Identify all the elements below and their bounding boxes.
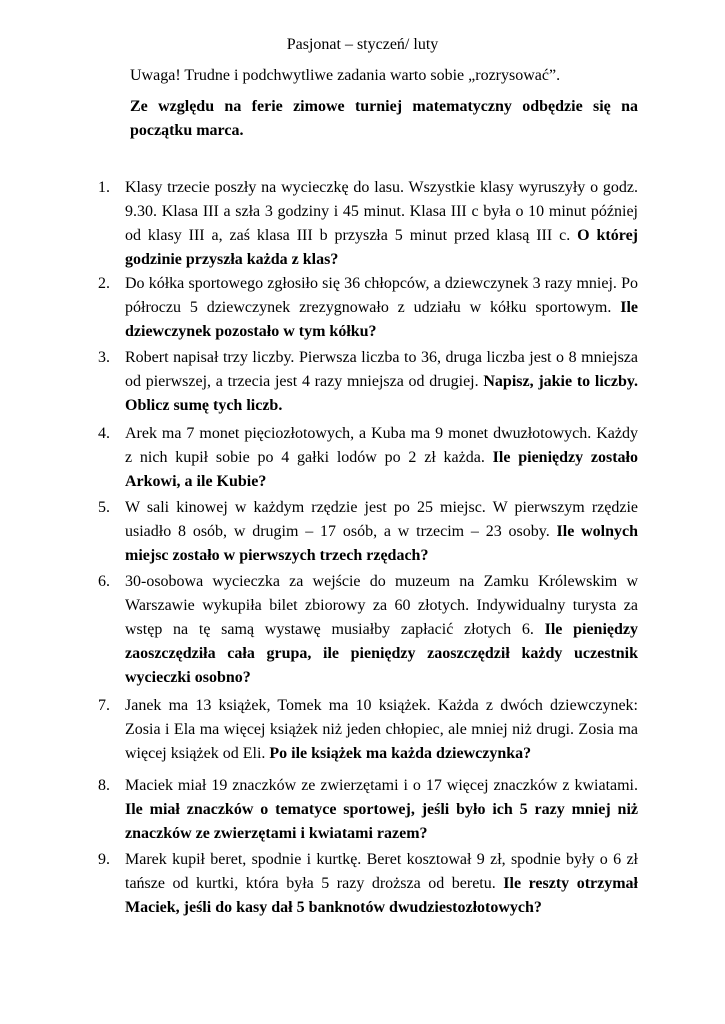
task-question: Ile wolnych miejsc zostało w pierwszych trzech rzędach? (125, 523, 639, 564)
task-statement: Do kółka sportowego zgłosiło się 36 chłopców, a dziewczynek 3 razy mniej. Po półroczu 5 dziewczynek zrezygnowało z udziału w kółku sportowym. (125, 275, 638, 316)
task-body (125, 272, 638, 344)
page-title: Pasjonat – styczeń/ luty (286, 36, 439, 53)
task-number: 8. (98, 777, 110, 794)
task-statement: Janek ma 13 książek, Tomek ma 10 książek. Każda z dwóch dziewczynek: Zosia i Ela ma więcej książek niż jeden chłopiec, ale mniej niż drugi. Zosia ma więcej książek od Eli. (125, 697, 638, 762)
task-question: O której godzinie przyszła każda z klas? (125, 227, 638, 268)
task-statement: Marek kupił beret, spodnie i kurtkę. Beret kosztował 9 zł, spodnie były o 6 zł tańsze od kurtki, która była 5 razy droższa od beretu. (125, 851, 638, 892)
task-statement: W sali kinowej w każdym rzędzie jest po 25 miejsc. W pierwszym rzędzie usiadło 8 osób, w drugim – 17 osób, a w trzecim – 23 osoby. (125, 499, 638, 540)
task-item-8 (98, 774, 638, 846)
announcement-text: Ze względu na ferie zimowe turniej matematyczny odbędzie się na początku marca. (130, 98, 638, 139)
task-body (125, 346, 638, 418)
task-statement: Klasy trzecie poszły na wycieczkę do lasu. Wszystkie klasy wyruszyły o godz. 9.30. Klasa III a szła 3 godziny i 45 minut. Klasa III c była o 10 minut później od klasy III a, zaś klasa III b przyszła 5 minut przed klasą III c. (125, 179, 638, 244)
task-body (125, 694, 638, 766)
task-question: Ile miał znaczków o tematyce sportowej, jeśli było ich 5 razy mniej niż znaczków ze zwierzętami i kwiatami razem? (125, 801, 638, 842)
task-statement: Arek ma 7 monet pięciozłotowych, a Kuba ma 9 monet dwuzłotowych. Każdy z nich kupił sobie po 4 gałki lodów po 2 zł każda. (125, 425, 638, 466)
task-number: 6. (98, 573, 110, 590)
task-body (125, 848, 638, 920)
task-item-7 (98, 694, 638, 766)
task-question: Napisz, jakie to liczby. Oblicz sumę tych liczb. (125, 373, 639, 414)
task-body (125, 176, 638, 272)
notice-text: Uwaga! Trudne i podchwytliwe zadania warto sobie „rozrysować”. (130, 67, 561, 84)
task-number: 7. (98, 697, 110, 714)
task-number: 2. (98, 275, 110, 292)
task-question: Ile dziewczynek pozostało w tym kółku? (125, 299, 638, 340)
task-question: Ile reszty otrzymał Maciek, jeśli do kasy dał 5 banknotów dwudziestozłotowych? (125, 875, 639, 916)
task-body (125, 774, 638, 846)
task-statement: Maciek miał 19 znaczków ze zwierzętami i o 17 więcej znaczków z kwiatami. (125, 777, 638, 794)
task-statement: Robert napisał trzy liczby. Pierwsza liczba to 36, druga liczba jest o 8 mniejsza od pierwszej, a trzecia jest 4 razy mniejsza od drugiej. (125, 349, 638, 390)
task-body (125, 496, 638, 568)
task-number: 1. (98, 179, 110, 196)
task-number: 9. (98, 851, 110, 868)
task-question: Ile pieniędzy zostało Arkowi, a ile Kubie? (125, 449, 639, 490)
task-item-6 (98, 570, 638, 690)
task-number: 4. (98, 425, 110, 442)
task-item-2 (98, 272, 638, 344)
task-statement: 30-osobowa wycieczka za wejście do muzeum na Zamku Królewskim w Warszawie wykupiła bilet zbiorowy za 60 złotych. Indywidualny turysta za wstęp na tę samą wystawę musiałby zapłacić złotych 6. (125, 573, 638, 638)
task-body (125, 422, 638, 494)
task-item-4 (98, 422, 638, 494)
task-item-1 (98, 176, 638, 272)
task-body (125, 570, 638, 690)
task-item-9 (98, 848, 638, 920)
task-item-3 (98, 346, 638, 418)
task-number: 5. (98, 499, 110, 516)
task-question: Ile pieniędzy zaoszczędziła cała grupa, ile pieniędzy zaoszczędził każdy uczestnik wycieczki osobno? (125, 621, 638, 686)
task-item-5 (98, 496, 638, 568)
task-question: Po ile książek ma każda dziewczynka? (269, 745, 532, 762)
task-number: 3. (98, 349, 110, 366)
